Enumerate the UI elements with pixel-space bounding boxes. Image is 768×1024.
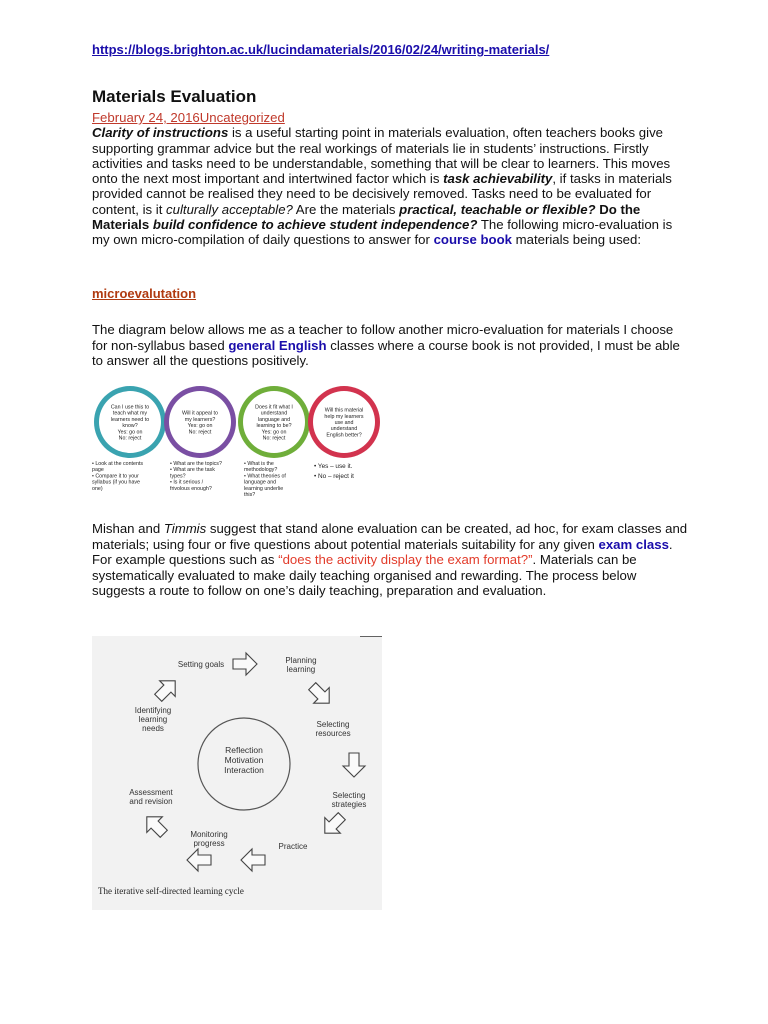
eval-bullet-text: this?: [244, 492, 256, 498]
cycle-node-5: Practice: [278, 842, 308, 851]
eval-question-text: learning to be?: [256, 423, 292, 430]
p1-text-6: materials being used:: [511, 232, 642, 248]
eval-bullet-text: learning underlie: [244, 485, 284, 492]
eval-question-text: Will this material: [324, 407, 364, 414]
eval-question-text: understand: [330, 426, 358, 433]
eval-question-text: English better?: [326, 432, 362, 439]
p1-text-2: , if tasks in materials provided cannot be realised they need to be decisively removed. Tasks need to be evaluated for content, is it: [92, 171, 672, 217]
eval-bullets-2: [170, 461, 222, 492]
microevaluation-link[interactable]: microevalutation: [92, 286, 197, 301]
eval-bullets-4: [314, 463, 354, 480]
exam-paragraph: [92, 521, 688, 599]
cycle-arrow-icon: [317, 808, 350, 841]
source-url-link[interactable]: https://blogs.brighton.ac.uk/lucindamaterials/2016/02/24/writing-materials/: [92, 42, 550, 57]
p3-text-2: suggest that stand alone evaluation can be created, ad hoc, for exam classes and materials; using four or five questions about potential materials suitability for any given: [92, 521, 688, 552]
cycle-arrow-icon: [241, 849, 265, 871]
eval-bullets-3: [244, 461, 286, 498]
exam-format-quote: “does the activity display the exam format?”: [278, 552, 533, 567]
intro-paragraph: [92, 110, 682, 248]
eval-bullet-text: types?: [170, 473, 186, 480]
cycle-node-4: Selecting strategies: [331, 791, 367, 809]
eval-question-text: my learners?: [184, 416, 216, 423]
diagram-intro-paragraph: [92, 322, 682, 369]
eval-question-text: Will it appeal to: [182, 410, 218, 417]
eval-question-text: Yes: go on: [187, 423, 213, 430]
eval-bullet-text: • Is it serious /: [170, 479, 204, 486]
cycle-arrow-icon: [139, 809, 172, 842]
eval-question-text: use and: [334, 420, 354, 426]
page-title: Materials Evaluation: [92, 87, 257, 106]
eval-question-text: know?: [122, 423, 138, 430]
eval-question-text: teach what my: [112, 410, 148, 417]
eval-question-text: No: reject: [262, 435, 286, 442]
eval-question-2: [164, 386, 236, 458]
cycle-node-7: Assessment and revision: [129, 788, 173, 806]
cycle-arrow-icon: [150, 673, 183, 706]
p1-text-1: is a useful starting point in materials evaluation, often teachers books give supporting grammar advice but the real workings of materials lie in students’ instructions. Firstly activities and tasks need to be understandable, something that will be clear to learners. This moves onto the next most important and intertwined factor which is: [92, 125, 671, 187]
eval-bullet-text: • Look at the contents: [92, 461, 144, 467]
eval-question-text: Does it fit what I: [255, 404, 293, 411]
learning-cycle-figure: [92, 636, 382, 910]
timmis-text: Timmis: [163, 521, 207, 536]
build-confidence-text: build confidence to achieve student independence?: [152, 217, 478, 233]
eval-bullet-text: • What theories of: [244, 473, 286, 480]
eval-question-text: Yes: go on: [117, 429, 143, 436]
cycle-arrow-icon: [233, 653, 257, 675]
exam-class-link[interactable]: exam class: [598, 536, 669, 552]
cycle-node-8: Identifying learning needs: [134, 706, 172, 733]
p1-text-5: The following micro-evaluation is my own micro-compilation of daily questions to answer for: [92, 217, 673, 248]
eval-question-text: Can I use this to: [110, 404, 150, 411]
eval-question-text: No: reject: [118, 435, 142, 442]
eval-question-4: [308, 386, 380, 458]
eval-bullet-text: • What are the topics?: [170, 461, 222, 467]
eval-bullet-text: syllabus (if you have: [92, 479, 140, 486]
eval-bullet-text: methodology?: [244, 467, 278, 474]
practical-text: practical, teachable or flexible?: [399, 201, 596, 217]
cycle-arrow-icon: [304, 678, 337, 711]
task-achievability-text: task achievability: [443, 171, 553, 187]
p2-text-2: classes where a course book is not provided, I must be able to answer all the questions positively.: [92, 337, 680, 368]
micro-evaluation-diagram: [88, 386, 388, 498]
eval-question-1: [94, 386, 166, 458]
eval-bullet-text: • No – reject it: [314, 473, 354, 480]
eval-question-text: Yes: go on: [261, 429, 287, 436]
eval-bullet-text: • Compare it to your: [92, 473, 139, 480]
category-link[interactable]: Uncategorized: [199, 110, 285, 125]
eval-question-text: learners need to: [110, 416, 150, 423]
cycle-node-1: Setting goals: [177, 660, 225, 669]
eval-question-3: [238, 386, 310, 458]
center-label-motivation: Motivation: [224, 755, 264, 765]
eval-question-text: understand: [260, 410, 288, 417]
eval-bullet-text: language and: [244, 479, 277, 486]
post-date-link[interactable]: February 24, 2016: [92, 110, 200, 125]
cycle-caption: The iterative self-directed learning cycle: [98, 886, 244, 896]
cycle-center-text: [214, 745, 274, 775]
eval-question-text: help my learners: [324, 413, 364, 420]
eval-bullets-1: [92, 461, 143, 492]
p3-text-1: Mishan and: [92, 521, 164, 536]
p2-text-1: The diagram below allows me as a teacher to follow another micro-evaluation for materials I choose for non-syllabus based: [92, 322, 674, 353]
eval-question-text: language and: [257, 416, 291, 423]
eval-bullet-text: • Yes – use it.: [314, 463, 353, 470]
culturally-acceptable-text: culturally acceptable?: [166, 201, 293, 217]
p1-text-3: Are the materials: [292, 201, 400, 217]
general-english-link[interactable]: general English: [228, 337, 327, 353]
center-label-interaction: Interaction: [224, 765, 264, 775]
cycle-arrow-icon: [343, 753, 365, 777]
cycle-node-6: Monitoring progress: [190, 830, 228, 848]
eval-bullet-text: frivolous enough?: [170, 485, 212, 492]
cycle-node-3: Selecting resources: [315, 720, 351, 738]
clarity-heading: Clarity of instructions: [92, 125, 229, 141]
eval-bullet-text: page: [92, 467, 104, 474]
eval-bullet-text: • What are the task: [170, 467, 215, 474]
eval-question-text: No: reject: [188, 429, 212, 436]
eval-bullet-text: • What is the: [244, 461, 274, 467]
cycle-arrow-icon: [187, 849, 211, 871]
p3-text-3: . For example questions such as: [92, 536, 673, 567]
p1-text-4: Do the Materials: [92, 201, 641, 233]
cycle-node-2: Planning learning: [285, 656, 317, 674]
course-book-link[interactable]: course book: [433, 232, 512, 248]
eval-bullet-text: one): [92, 485, 103, 492]
p3-text-4: . Materials can be systematically evaluated to make daily teaching organised and rewarding. The process below suggests a route to follow on one’s daily teaching, preparation and evaluation.: [92, 552, 637, 598]
center-label-reflection: Reflection: [225, 745, 263, 755]
